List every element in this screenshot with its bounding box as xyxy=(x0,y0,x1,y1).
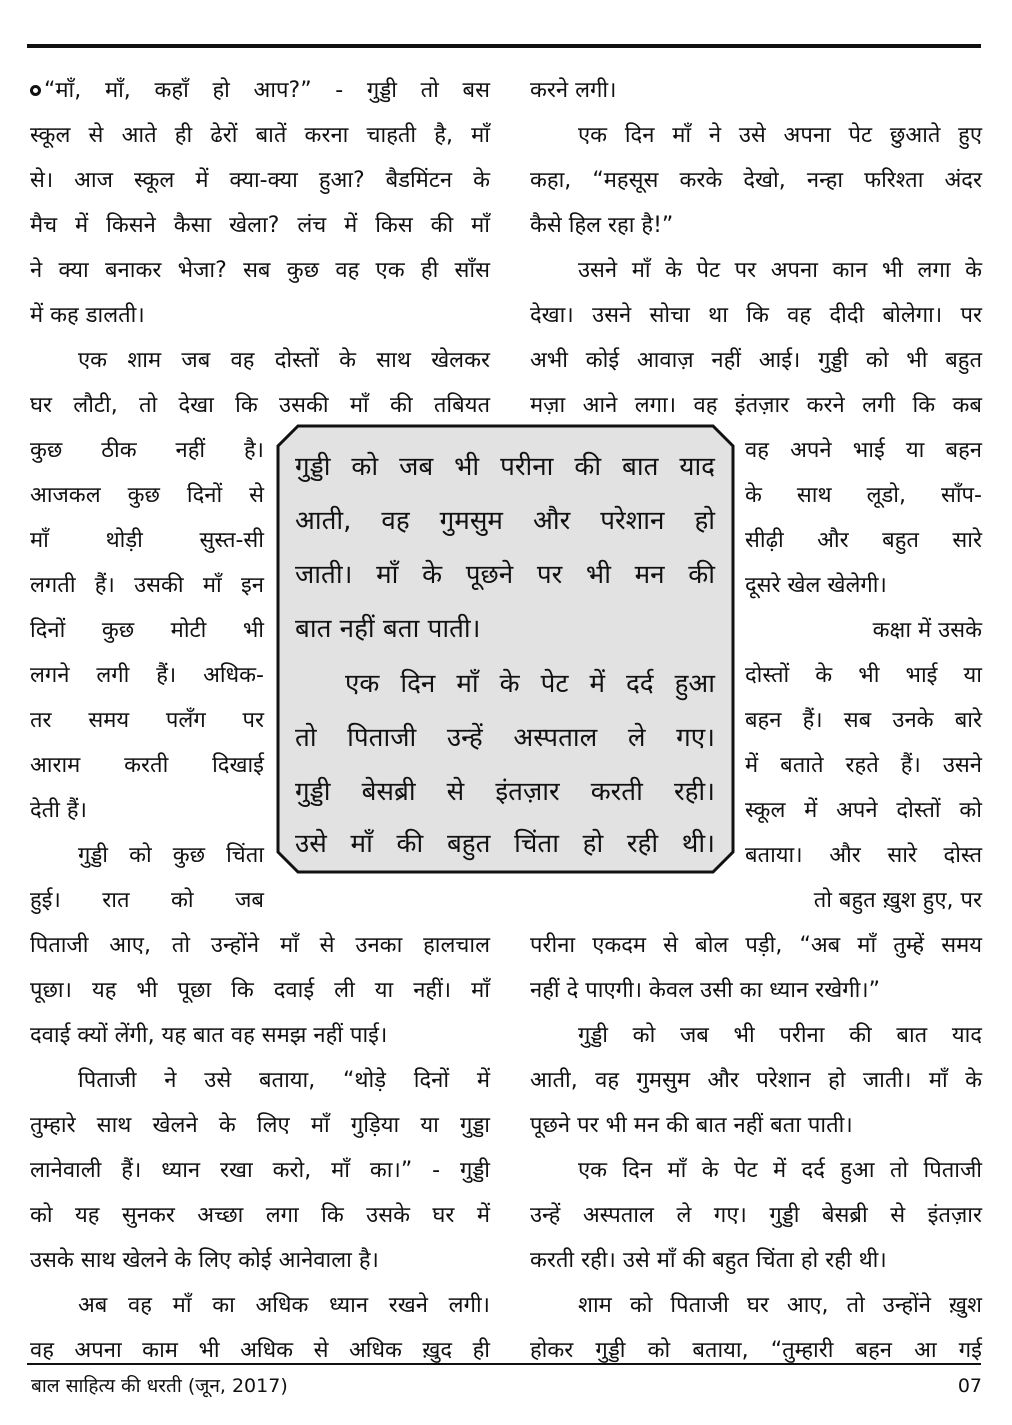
article-line: तर समय पलँग पर xyxy=(30,708,264,733)
article-line: लानेवाली हैं। ध्यान रखा करो, माँ का।” - गुड्डी xyxy=(30,1158,490,1183)
article-line: अब वह माँ का अधिक ध्यान रखने लगी। xyxy=(78,1293,490,1318)
article-line: परीना एकदम से बोल पड़ी, “अब माँ तुम्हें समय xyxy=(530,933,982,958)
article-line: से। आज स्कूल में क्या-क्या हुआ? बैडमिंटन के xyxy=(30,168,490,193)
article-line: पिताजी ने उसे बताया, “थोड़े दिनों में xyxy=(78,1068,490,1093)
article-line: स्कूल में अपने दोस्तों को xyxy=(745,798,982,823)
article-line: एक दिन माँ ने उसे अपना पेट छुआते हुए xyxy=(578,123,982,148)
pull-quote-line: आती, वह गुमसुम और परेशान हो xyxy=(295,506,715,536)
article-line: बताया। और सारे दोस्त xyxy=(745,843,982,868)
article-line: गुड्डी को कुछ चिंता xyxy=(78,843,264,868)
article-line: घर लौटी, तो देखा कि उसकी माँ की तबियत xyxy=(30,393,490,418)
article-line: तो बहुत ख़ुश हुए, पर xyxy=(813,888,982,913)
top-rule xyxy=(27,44,981,48)
article-line: वह अपने भाई या बहन xyxy=(745,438,982,463)
article-line: नहीं दे पाएगी। केवल उसी का ध्यान रखेगी।” xyxy=(530,978,881,1003)
article-line: सीढ़ी और बहुत सारे xyxy=(745,528,982,553)
article-line: देखा। उसने सोचा था कि वह दीदी बोलेगा। पर xyxy=(530,303,982,328)
article-line: करती रही। उसे माँ की बहुत चिंता हो रही थी। xyxy=(530,1248,887,1273)
article-line: कहा, “महसूस करके देखो, नन्हा फरिश्ता अंदर xyxy=(530,168,982,193)
article-line: दोस्तों के भी भाई या xyxy=(745,663,982,688)
pull-quote-line: जाती। माँ के पूछने पर भी मन की xyxy=(295,560,715,590)
page-number: 07 xyxy=(957,1375,982,1397)
article-line: करने लगी। xyxy=(530,78,617,103)
pull-quote-box xyxy=(276,424,735,874)
article-line: एक शाम जब वह दोस्तों के साथ खेलकर xyxy=(78,348,490,373)
article-line: हुई। रात को जब xyxy=(30,888,264,913)
article-line: पूछा। यह भी पूछा कि दवाई ली या नहीं। माँ xyxy=(30,978,490,1003)
article-line: कैसे हिल रहा है!” xyxy=(530,213,674,238)
article-line: स्कूल से आते ही ढेरों बातें करना चाहती है, माँ xyxy=(30,123,490,148)
article-line: पूछने पर भी मन की बात नहीं बता पाती। xyxy=(530,1113,853,1138)
article-line: दवाई क्यों लेंगी, यह बात वह समझ नहीं पाई। xyxy=(30,1023,388,1048)
article-line: गुड्डी को जब भी परीना की बात याद xyxy=(578,1023,982,1048)
article-line: पिताजी आए, तो उन्होंने माँ से उनका हालचाल xyxy=(30,933,490,958)
article-line-text: “माँ, माँ, कहाँ हो आप?” - गुड्डी तो बस xyxy=(44,78,490,103)
article-line: कुछ ठीक नहीं है। xyxy=(30,438,264,463)
article-line: में बताते रहते हैं। उसने xyxy=(745,753,982,778)
publication-name: बाल साहित्य की धरती (जून, 2017) xyxy=(31,1375,288,1397)
article-line: लगती हैं। उसकी माँ इन xyxy=(30,573,264,598)
article-line: को यह सुनकर अच्छा लगा कि उसके घर में xyxy=(30,1203,490,1228)
article-line: अभी कोई आवाज़ नहीं आई। गुड्डी को भी बहुत xyxy=(530,348,982,373)
article-line: के साथ लूडो, साँप- xyxy=(745,483,982,508)
pull-quote-line: गुड्डी बेसब्री से इंतज़ार करती रही। xyxy=(295,777,715,807)
footer-rule xyxy=(27,1363,981,1365)
article-line: एक दिन माँ के पेट में दर्द हुआ तो पिताजी xyxy=(578,1158,982,1183)
article-line: उसके साथ खेलने के लिए कोई आनेवाला है। xyxy=(30,1248,379,1273)
article-line: मैच में किसने कैसा खेला? लंच में किस की माँ xyxy=(30,213,490,238)
pull-quote-line: बात नहीं बता पाती। xyxy=(295,614,481,644)
article-line: तुम्हारे साथ खेलने के लिए माँ गुड़िया या गुड्डा xyxy=(30,1113,490,1138)
article-line: मज़ा आने लगा। वह इंतज़ार करने लगी कि कब xyxy=(530,393,982,418)
article-line: माँ थोड़ी सुस्त-सी xyxy=(30,528,264,553)
article-line: उन्हें अस्पताल ले गए। गुड्डी बेसब्री से इंतज़ार xyxy=(530,1203,982,1228)
article-line: आजकल कुछ दिनों से xyxy=(30,483,264,508)
circle-bullet-icon xyxy=(30,85,41,96)
article-line: बहन हैं। सब उनके बारे xyxy=(745,708,982,733)
pull-quote-line: गुड्डी को जब भी परीना की बात याद xyxy=(295,452,715,482)
pull-quote-line: उसे माँ की बहुत चिंता हो रही थी। xyxy=(295,829,715,859)
article-line: दूसरे खेल खेलेगी। xyxy=(745,573,887,598)
article-line: शाम को पिताजी घर आए, तो उन्होंने ख़ुश xyxy=(578,1293,982,1318)
article-line: कक्षा में उसके xyxy=(872,618,982,643)
article-line: आराम करती दिखाई xyxy=(30,753,264,778)
article-line: उसने माँ के पेट पर अपना कान भी लगा के xyxy=(578,258,982,283)
article-line: आती, वह गुमसुम और परेशान हो जाती। माँ के xyxy=(530,1068,982,1093)
article-line: वह अपना काम भी अधिक से अधिक ख़ुद ही xyxy=(30,1338,490,1363)
article-line: होकर गुड्डी को बताया, “तुम्हारी बहन आ गई xyxy=(530,1338,982,1363)
article-line: देती हैं। xyxy=(30,798,87,823)
pull-quote-line: एक दिन माँ के पेट में दर्द हुआ xyxy=(345,669,715,699)
article-line: ने क्या बनाकर भेजा? सब कुछ वह एक ही साँस xyxy=(30,258,490,283)
article-line xyxy=(30,76,490,106)
pull-quote-line: तो पिताजी उन्हें अस्पताल ले गए। xyxy=(295,723,715,753)
article-line: दिनों कुछ मोटी भी xyxy=(30,618,264,643)
article-line: लगने लगी हैं। अधिक- xyxy=(30,663,264,688)
article-line: में कह डालती। xyxy=(30,303,145,328)
